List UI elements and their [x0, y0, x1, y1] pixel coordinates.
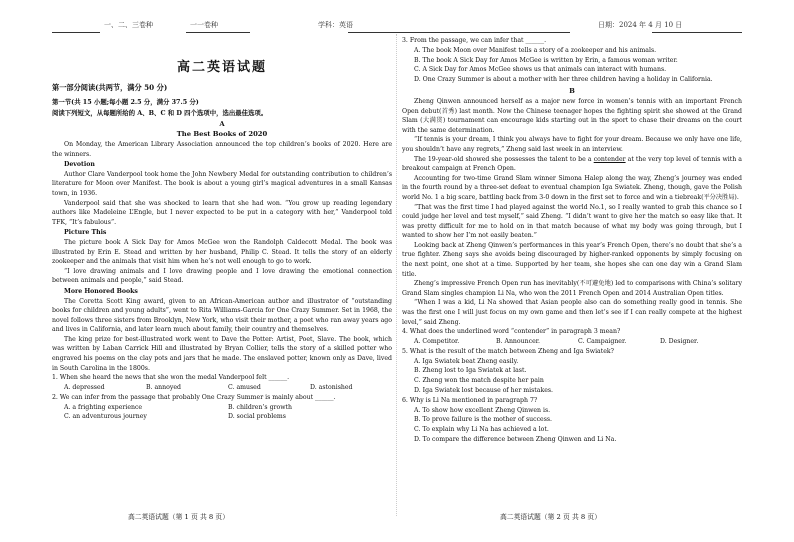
honored-paragraph-2: The king prize for best-illustrated work went to Dave the Potter: Artist, Poet, Slave. The book, which was written by Laban Carrick Hill and illustrated by Bryan Collier, tells the story of a skilled potter who engraved his poems on the clay pots and jars that he made. The enslaved potter, known only as Dave, lived in South Carolina in the 1800s. — [52, 335, 392, 372]
header-paper-type: 一、二、三卷种 — [104, 21, 153, 29]
question-2: 2. We can infer from the passage that probably One Crazy Summer is mainly about ______. — [52, 393, 336, 401]
q3-option-d[interactable]: D. One Crazy Summer is about a mother with her three children having a holiday in California. — [414, 76, 713, 84]
q1-option-a[interactable]: A. depressed — [64, 384, 105, 392]
honored-heading: More Honored Books — [64, 287, 138, 295]
passage-b-paragraph-8: “When I was a kid, Li Na showed that Asian people also can do something really good in tennis. She was the first one I will just focus on my own game and then let’s see if I can really compete at the highest level,” said Zheng. — [402, 299, 742, 326]
q5-option-c[interactable]: C. Zheng won the match despite her pain — [414, 377, 544, 385]
q1-option-b[interactable]: B. annoyed — [146, 384, 181, 392]
devotion-heading: Devotion — [64, 161, 95, 169]
q1-option-c[interactable]: C. amused — [228, 384, 261, 392]
passage-b-paragraph-5: “That was the first time I had played against the world No.1, so I really wanted to grab this chance so I could judge her level and test myself,” said Zheng. “I didn’t want to give her the match so easy like that. It was pretty difficult for me to hold on in that match because of what my body was going through, but I wanted to show her I’m not easily beaten.” — [402, 203, 742, 240]
q5-option-a[interactable]: A. Iga Swiatek beat Zheng easily. — [414, 357, 519, 365]
q3-option-c[interactable]: C. A Sick Day for Amos McGee shows us that animals can interact with humans. — [414, 66, 667, 74]
honored-paragraph-1: The Coretta Scott King award, given to an African-American author and illustrator of “outstanding books for children and young adults”, went to Rita Williams-Garcia for One Crazy Summer. Set in 1968, the novel follows three sisters from Brooklyn, New York, who visit their mother, a poet who ran away years ago and lives in California, and later learn much about family, their country and themselves. — [52, 297, 392, 334]
passage-b-paragraph-2: “If tennis is your dream, I think you always have to fight for your dream. Because we only have one life, you shouldn’t have any regrets,” Zheng said last week in an interview. — [402, 136, 742, 153]
section-heading: 第一节(共 15 小题;每小题 2.5 分，满分 37.5 分) — [52, 98, 199, 106]
header-rule-1 — [52, 32, 100, 33]
passage-b-paragraph-3 — [402, 155, 742, 174]
header-date: 日期：2024 年 4 月 10 日 — [598, 21, 683, 29]
passage-b-p3-start: The 19-year-old showed she possesses the talent to be a — [414, 155, 594, 163]
passage-a-intro: On Monday, the American Library Association announced the top children’s books of 2020. Here are the winners. — [52, 141, 392, 158]
part-heading: 第一部分阅读(共两节，满分 50 分) — [52, 83, 168, 92]
q2-option-c[interactable]: C. an adventurous journey — [64, 413, 147, 421]
passage-b-paragraph-1: Zheng Qinwen announced herself as a major new force in women’s tennis with an important French Open debut(首秀) last month. Now the Chinese teenager hopes the fighting spirit she showed at the Grand Slam (大满贯) tournament can encourage kids starting out in the sport to chase their dreams on the court with the same determination. — [402, 97, 742, 134]
header-rule-2 — [186, 32, 250, 33]
passage-a-title: The Best Books of 2020 — [176, 130, 268, 138]
q5-option-b[interactable]: B. Zheng lost to Iga Swiatek at last. — [414, 367, 527, 375]
question-4: 4. What does the underlined word “contender” in paragraph 3 mean? — [402, 328, 621, 336]
q4-option-b[interactable]: B. Announcer. — [496, 338, 540, 346]
page-2-footer: 高二英语试题（第 2 页 共 8 页） — [500, 513, 602, 521]
page-2 — [402, 36, 742, 445]
page-1 — [52, 36, 392, 422]
picture-heading: Picture This — [64, 229, 107, 237]
q4-option-a[interactable]: A. Competitor. — [414, 338, 460, 346]
picture-paragraph-1: The picture book A Sick Day for Amos McGee won the Randolph Caldecott Medal. The book was illustrated by Erin E. Stead and written by her husband, Philip C. Stead. It tells the story of an elderly zookeeper and the animals that visit him when he’s not well enough to go to work. — [52, 238, 392, 266]
question-5: 5. What is the result of the match between Zheng and Iga Swiatek? — [402, 347, 614, 355]
devotion-paragraph-2: Vanderpool said that she was shocked to learn that she had won. “You grow up reading legendary authors like Madeleine L’Engle, but I never expected to be put in a category with her,” Vanderpool told TFK, “It’s fabulous”. — [52, 199, 392, 226]
instructions: 阅读下列短文，从每题所给的 A、B、C 和 D 四个选项中，选出最佳选项。 — [52, 109, 268, 117]
header-rule-4 — [652, 32, 742, 33]
q2-option-d[interactable]: D. social problems — [228, 413, 286, 421]
q4-option-c[interactable]: C. Campaigner. — [578, 338, 627, 346]
question-2-options — [52, 403, 392, 423]
devotion-paragraph-1: Author Clare Vanderpool took home the John Newbery Medal for outstanding contribution to children’s literature for Moon over Manifest. The book is about a young girl’s magical adventures in a small Kansas town, in 1936. — [52, 170, 392, 197]
q6-option-d[interactable]: D. To compare the difference between Zheng Qinwen and Li Na. — [414, 436, 617, 443]
page-1-footer: 高二英语试题（第 1 页 共 8 页） — [128, 513, 230, 521]
question-1-options — [52, 383, 392, 393]
q6-option-b[interactable]: B. To prove failure is the mother of success. — [414, 416, 553, 424]
passage-a-label: A — [219, 120, 225, 128]
picture-paragraph-2: “I love drawing animals and I love drawing people and I love drawing the emotional connection between animals and people,” said Stead. — [52, 267, 392, 285]
passage-b-p3-end: at the very top level of tennis with a breakout campaign at French Open. — [402, 155, 742, 173]
question-1: 1. When she heard the news that she won the medal Vanderpool felt ______. — [52, 374, 290, 382]
passage-b-label: B — [569, 86, 575, 95]
exam-title: 高二英语试题 — [176, 60, 267, 75]
header-rule-3 — [348, 32, 570, 33]
passage-b-paragraph-4: Accounting for two-time Grand Slam winner Simona Halep along the way, Zheng’s journey was ended in the fourth round by a three-set defeat to eventual champion Iga Swiatek. Zheng, though, gave the Polish world No. 1 a big scare, battling back from 3-0 down in the first set to force and win a tiebreak(平分决胜局). — [402, 174, 742, 201]
q6-option-a[interactable]: A. To show how excellent Zheng Qinwen is. — [414, 406, 551, 414]
q5-option-d[interactable]: D. Iga Swiatek lost because of her mistakes. — [414, 387, 554, 395]
q1-option-d[interactable]: D. astonished — [310, 384, 353, 392]
q2-option-a[interactable]: A. a frighting experience — [64, 403, 143, 411]
question-3: 3. From the passage, we can infer that ______. — [402, 37, 547, 44]
passage-b-paragraph-6: Looking back at Zheng Qinwen’s performances in this year’s French Open, there’s no doubt that she’s a true fighter. Zheng says she avoids being discouraged by higher-ranked opponents by simply focusing on the next point, one shot at a time. Supported by her team, she hopes she can one day win a Grand Slam title. — [402, 241, 742, 278]
column-divider — [396, 34, 397, 516]
underlined-word-contender: contender — [593, 155, 626, 163]
q6-option-c[interactable]: C. To explain why Li Na has achieved a lot. — [414, 426, 549, 434]
passage-b-paragraph-7: Zheng’s impressive French Open run has inevitably(不可避免地) led to comparisons with China’s solitary Grand Slam singles champion Li Na, who won the 2011 French Open and 2014 Australian Open titles. — [402, 280, 742, 297]
header-subject: 学科：英语 — [318, 21, 353, 29]
question-4-options — [402, 337, 742, 347]
q4-option-d[interactable]: D. Designer. — [660, 338, 699, 346]
question-6: 6. Why is Li Na mentioned in paragraph 7? — [402, 396, 538, 404]
q2-option-b[interactable]: B. children’s growth — [228, 403, 292, 411]
q3-option-a[interactable]: A. The book Moon over Manifest tells a story of a zookeeper and his animals. — [414, 46, 657, 54]
q3-option-b[interactable]: B. The book A Sick Day for Amos McGee is written by Erin, a famous woman writer. — [414, 56, 678, 64]
header-paper-type-2: 一一卷种 — [190, 21, 218, 29]
